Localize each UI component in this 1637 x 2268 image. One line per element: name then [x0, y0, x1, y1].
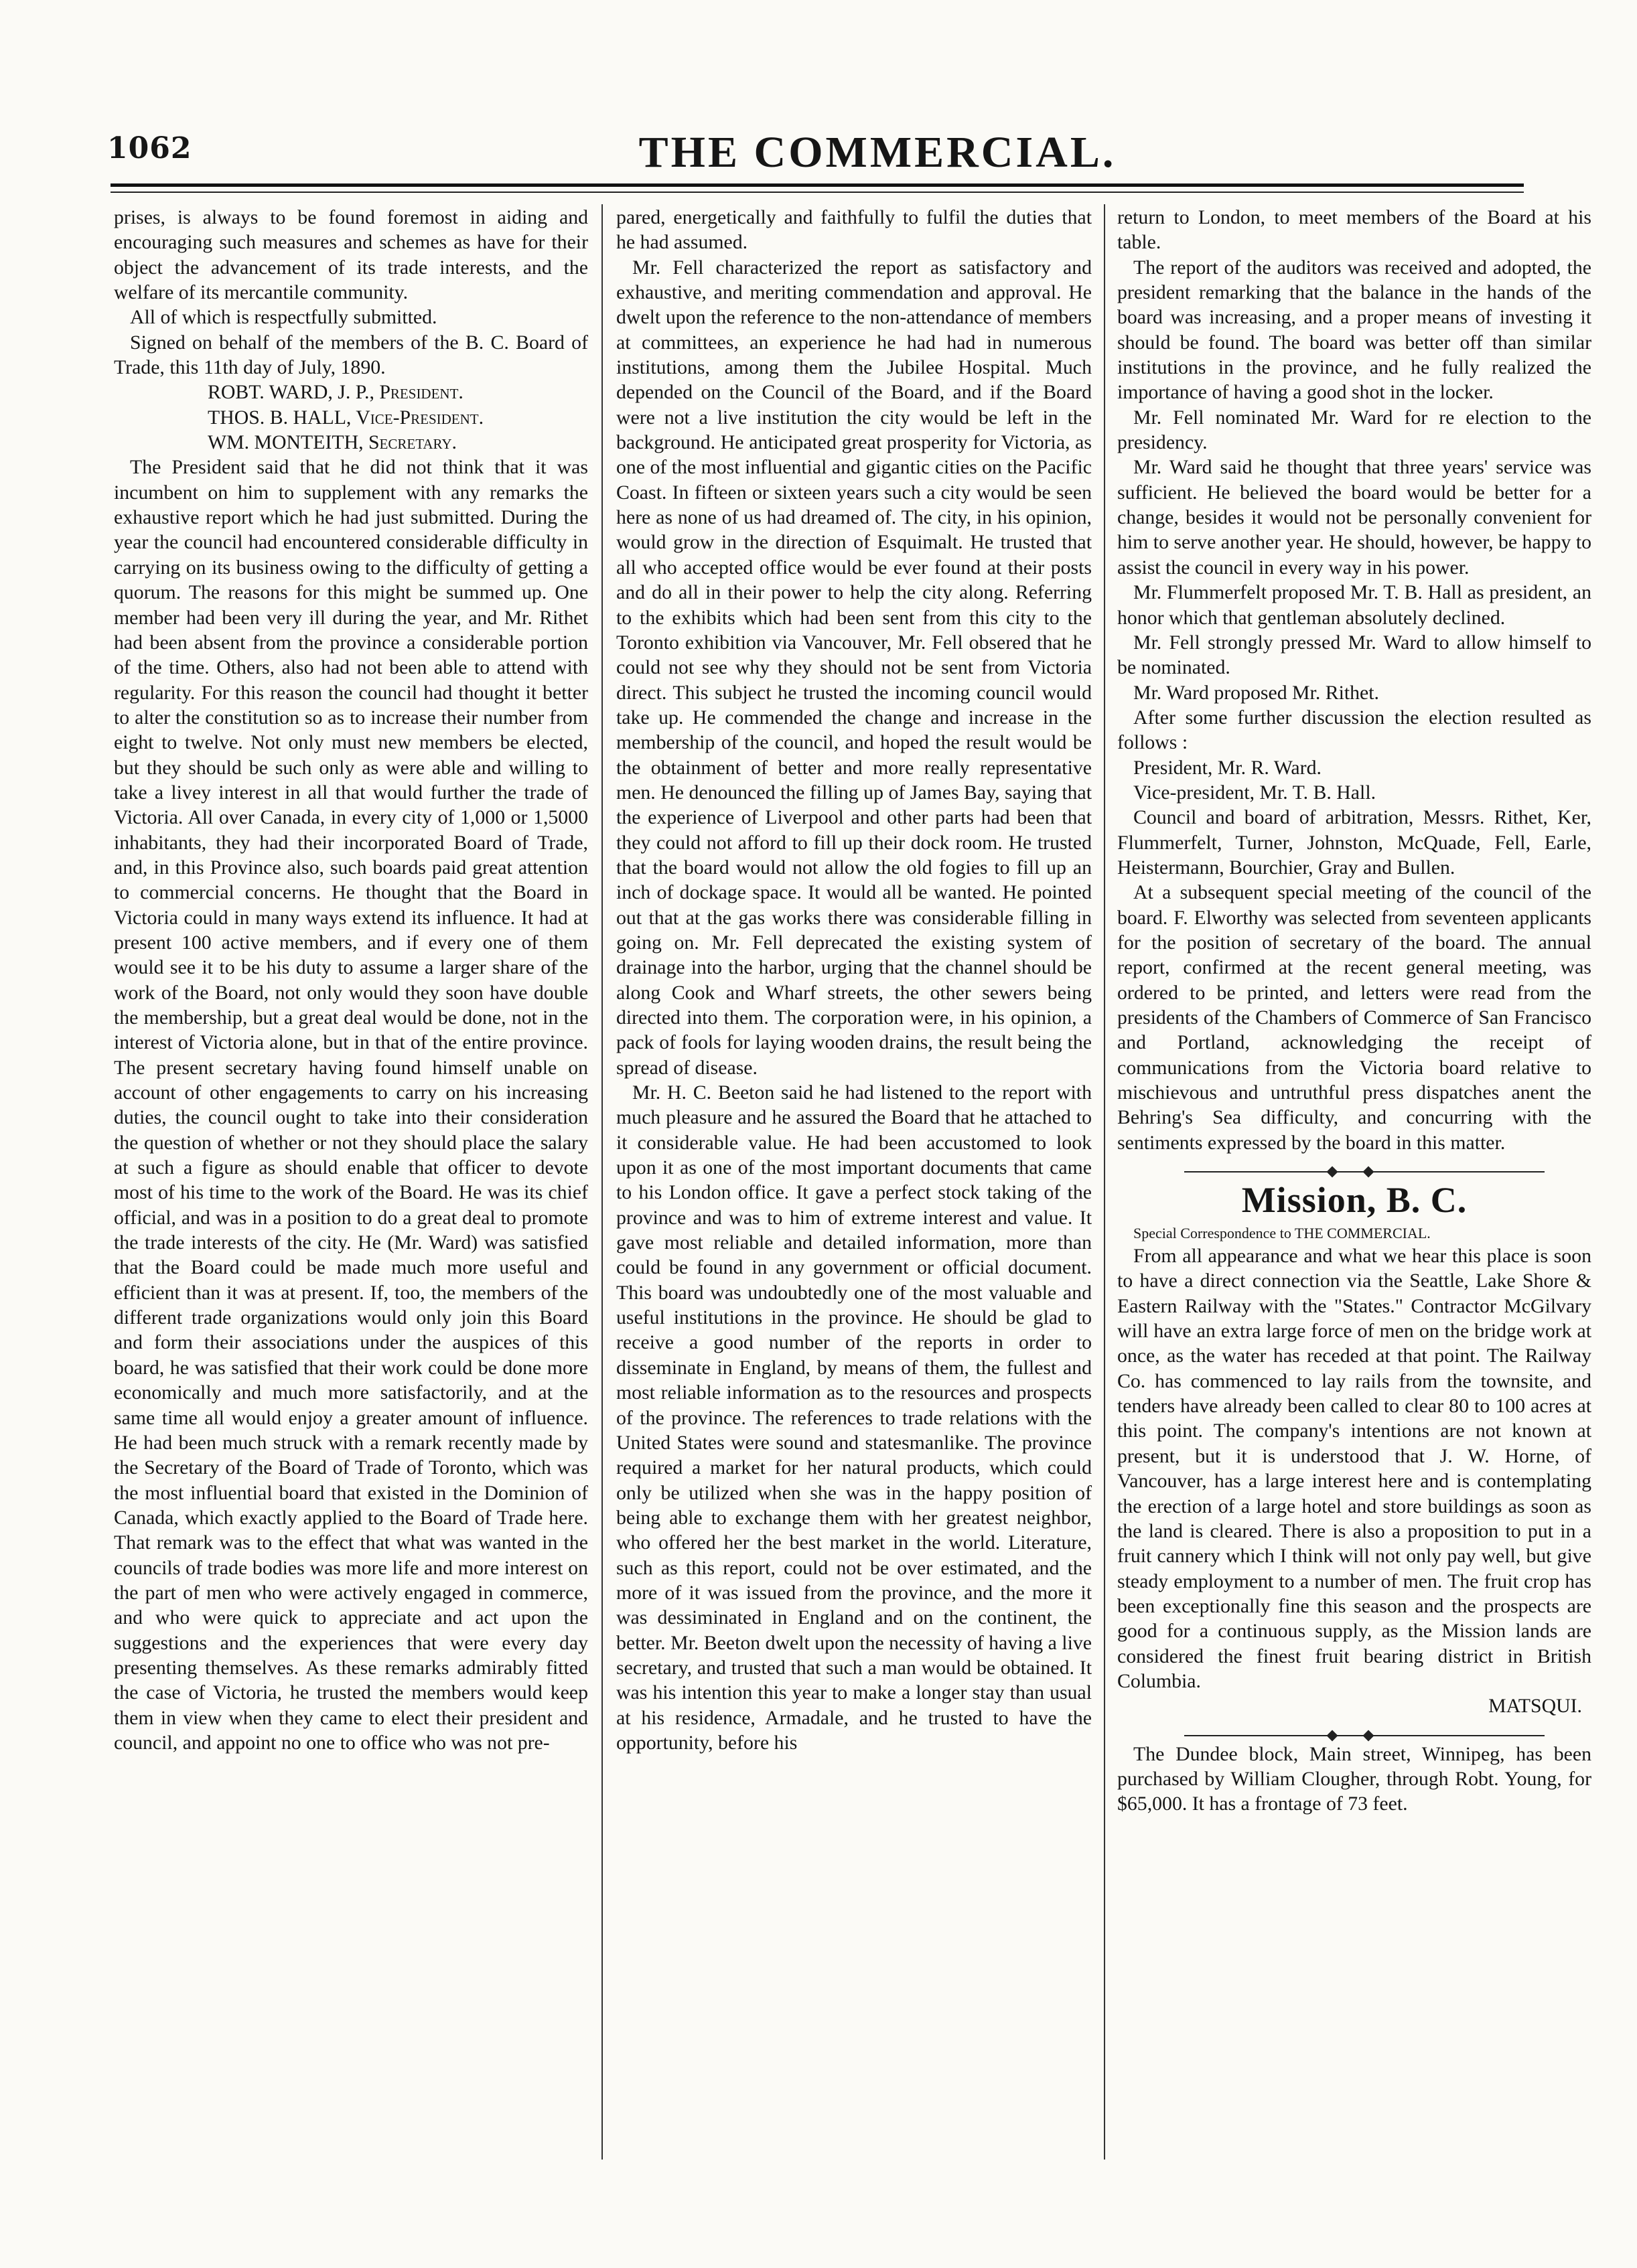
page-number: 1062	[107, 131, 192, 165]
paragraph: prises, is always to be found foremost in aiding and encouraging such measures and schemes as have for their object the advancement of its trade interests, and the welfare of its mercantile community.	[114, 206, 588, 304]
paragraph: After some further discussion the election resulted as follows :	[1117, 706, 1591, 754]
signatory-president: ROBT. WARD, J. P., President.	[208, 381, 464, 404]
paragraph: Mr. Fell strongly pressed Mr. Ward to allow himself to be nominated.	[1117, 631, 1591, 679]
election-result: Vice-president, Mr. T. B. Hall.	[1133, 781, 1376, 804]
column-divider-1	[601, 204, 603, 2160]
paragraph: Mr. Flummerfelt proposed Mr. T. B. Hall as president, an honor which that gentleman absolutely declined.	[1117, 581, 1591, 629]
paragraph: At a subsequent special meeting of the council of the board. F. Elworthy was selected from seventeen applicants for the position of secretary of the board. The annual report, confirmed at the recent general meeting, was ordered to be printed, and letters were read from the presidents of the Chambers of Commerce of San Francisco and Portland, acknowledging the receipt of communications from the Victoria board relative to mischievous and untruthful press dispatches anent the Behring's Sea difficulty, and concurring with the sentiments expressed by the board in this matter.	[1117, 881, 1591, 1154]
paragraph: Council and board of arbitration, Messrs. Rithet, Ker, Flummerfelt, Turner, Johnston, McQuade, Fell, Earle, Heistermann, Bourchier, Gray and Bullen.	[1117, 806, 1591, 879]
mission-body: From all appearance and what we hear this place is soon to have a direct connection via the Seattle, Lake Shore & Eastern Railway with the "States." Contractor McGilvary will have an extra large force of men on the bridge work at once, as the water has receded at that point. The Railway Co. has commenced to lay rails from the townsite, and tenders have already been called to clear 80 to 100 acres at this point. The company's intentions are not known at present, but it is understood that J. W. Horne, of Vancouver, has a large interest here and is contemplating the erection of a large hotel and store buildings as soon as the land is cleared. There is also a proposition to put in a fruit cannery which I think will not only pay well, but give steady employment to a number of men. The fruit crop has been exceptionally fine this season and the prospects are good for a continuous supply, as the Mission lands are considered the finest fruit bearing district in British Columbia.	[1117, 1245, 1591, 1692]
paragraph: Mr. Ward said he thought that three years' service was sufficient. He believed the board would be better for a change, besides it would not be personally convenient for him to serve another year. He should, however, be happy to assist the council in every way in his power.	[1117, 456, 1591, 579]
mission-byline: Special Correspondence to THE COMMERCIAL.	[1133, 1225, 1431, 1242]
paragraph: Mr. Fell characterized the report as satisfactory and exhaustive, and meriting commendation and approval. He dwelt upon the reference to the non-attendance of members at committees, an experience he had had in numerous institutions, among them the Jubilee Hospital. Much depended on the Council of the Board, and if the Board were not a live institution the city would be left in the background. He anticipated great prosperity for Victoria, as one of the most influential and gigantic cities on the Pacific Coast. In fifteen or sixteen years such a city would be seen here as none of us had dreamed of. The city, in his opinion, would grow in the direction of Esquimalt. He trusted that all who accepted office would be ever found at their posts and do all in their power to help the city along. Referring to the exhibits which had been sent from this city to the Toronto exhibition via Vancouver, Mr. Fell obsered that he could not see why they should not be sent from Victoria direct. This subject he trusted the incoming council would take up. He commended the change and increase in the membership of the council, and hoped the result would be the obtainment of better and more really representative men. He denounced the filling up of James Bay, saying that the experience of Liverpool and other parts had been that they could not afford to fill up their dock room. He trusted that the board would not allow the old fogies to fill up an inch of dockage space. It would all be wanted. He pointed out that at the gas works there was considerable filling in going on. Mr. Fell deprecated the existing system of drainage into the harbor, urging that the channel should be along Cook and Wharf streets, the other sewers being directed into them. The corporation were, in his opinion, a pack of fools for laying wooden drains, the result being the spread of disease.	[616, 256, 1092, 1079]
election-result: President, Mr. R. Ward.	[1133, 756, 1322, 779]
column-2	[616, 205, 1092, 1755]
paragraph: Mr. Ward proposed Mr. Rithet.	[1133, 681, 1380, 704]
column-3	[1117, 205, 1591, 1817]
signatory-vice-president: THOS. B. HALL, Vice-President.	[208, 406, 484, 429]
paragraph: Signed on behalf of the members of the B. C. Board of Trade, this 11th day of July, 1890.	[114, 331, 588, 379]
column-1	[114, 205, 588, 1755]
paragraph: Mr. H. C. Beeton said he had listened to the report with much pleasure and he assured the Board that he attached to it considerable value. He had been accustomed to look upon it as one of the most important documents that came to his London office. It gave a perfect stock taking of the province and was to him of extreme interest and value. It gave most reliable and detailed information, more than could be found in any government or official document. This board was undoubtedly one of the most valuable and useful institutions in the province. He should be glad to receive a good number of the reports in order to disseminate in England, by means of them, the fullest and most reliable information as to the resources and prospects of the province. The references to trade relations with the United States were sound and statesmanlike. The province required a market for her natural products, which could only be utilized when she was in the happy position of being able to exchange them with her greatest neighbor, who offered her the best market in the world. Literature, such as this report, could not be over estimated, and the more of it was issued from the province, and the more it was dessiminated in England and on the continent, the better. Mr. Beeton dwelt upon the necessity of having a live secretary, and trusted that such a man would be obtained. It was his intention this year to make a longer stay than usual at his residence, Armadale, and he trusted to have the opportunity, before his	[616, 1081, 1092, 1754]
signatory-secretary: WM. MONTEITH, Secretary.	[208, 431, 457, 454]
paragraph: The report of the auditors was received and adopted, the president remarking that the balance in the hands of the board was increasing, and a proper means of investing it should be found. The board was better off than similar institutions in the province, and he fully realized the importance of having a good shot in the locker.	[1117, 256, 1591, 404]
paragraph: All of which is respectfully submitted.	[130, 306, 437, 329]
column-divider-2	[1104, 204, 1105, 2160]
paragraph: Mr. Fell nominated Mr. Ward for re election to the presidency.	[1117, 406, 1591, 454]
mission-signature: MATSQUI.	[1488, 1695, 1582, 1718]
dundee-paragraph: The Dundee block, Main street, Winnipeg, has been purchased by William Clougher, through Robt. Young, for $65,000. It has a frontage of 73 feet.	[1117, 1742, 1591, 1815]
paragraph: pared, energetically and faithfully to fulfil the duties that he had assumed.	[616, 206, 1092, 254]
section-divider	[1184, 1735, 1545, 1736]
paragraph: return to London, to meet members of the Board at his table.	[1117, 206, 1591, 254]
masthead: THE COMMERCIAL.	[638, 128, 1117, 177]
header-rule-thin	[111, 192, 1524, 193]
paragraph: The President said that he did not think that it was incumbent on him to supplement with any remarks the exhaustive report which he had just submitted. During the year the council had encountered considerable difficulty in carrying on its business owing to the difficulty of getting a quorum. The reasons for this might be summed up. One member had been very ill during the year, and Mr. Rithet had been absent from the province a considerable portion of the time. Others, also had not been able to attend with regularity. For this reason the council had thought it better to alter the constitution so as to increase their number from eight to twelve. Not only must new members be elected, but they should be such only as were able and willing to take a livey interest in all that would further the trade of Victoria. All over Canada, in every city of 1,000 or 1,5000 inhabitants, they had their incorporated Board of Trade, and, in this Province also, such boards paid great attention to commercial concerns. He thought that the Board in Victoria could in many ways extend its influence. It had at present 100 active members, and if every one of them would see it to be his duty to assume a larger share of the work of the Board, not only would they soon have double the membership, but a great deal would be done, not in the interest of Victoria alone, but in that of the entire province. The present secretary having found himself unable on account of other engagements to carry on his increasing duties, the council ought to take into their consideration the question of whether or not they should place the salary at such a figure as should enable that officer to devote most of his time to the work of the Board. He was its chief official, and was in a position to do a great deal to promote the trade interests of the city. He (Mr. Ward) was satisfied that the Board could be made much more useful and efficient than it was at present. If, too, the members of the different trade organizations would only join this Board and form their associations under the auspices of this board, he was satisfied that their work could be done more economically and much more satisfactorily, and at the same time all would enjoy a greater amount of influence. He had been much struck with a remark recently made by the Secretary of the Board of Trade of Toronto, which was the most influential board that existed in the Dominion of Canada, which exactly applied to the Board of Trade here. That remark was to the effect that what was wanted in the councils of trade bodies was more life and more interest on the part of men who were actively engaged in commerce, and who were quick to appreciate and act upon the suggestions and the experiences that were every day presenting themselves. As these remarks admirably fitted the case of Victoria, he trusted the members would keep them in view when they came to elect their president and council, and appoint no one to office who was not pre-	[114, 456, 588, 1754]
header-rule	[111, 183, 1524, 187]
mission-heading: Mission, B. C.	[1241, 1180, 1468, 1221]
section-divider	[1184, 1171, 1545, 1173]
